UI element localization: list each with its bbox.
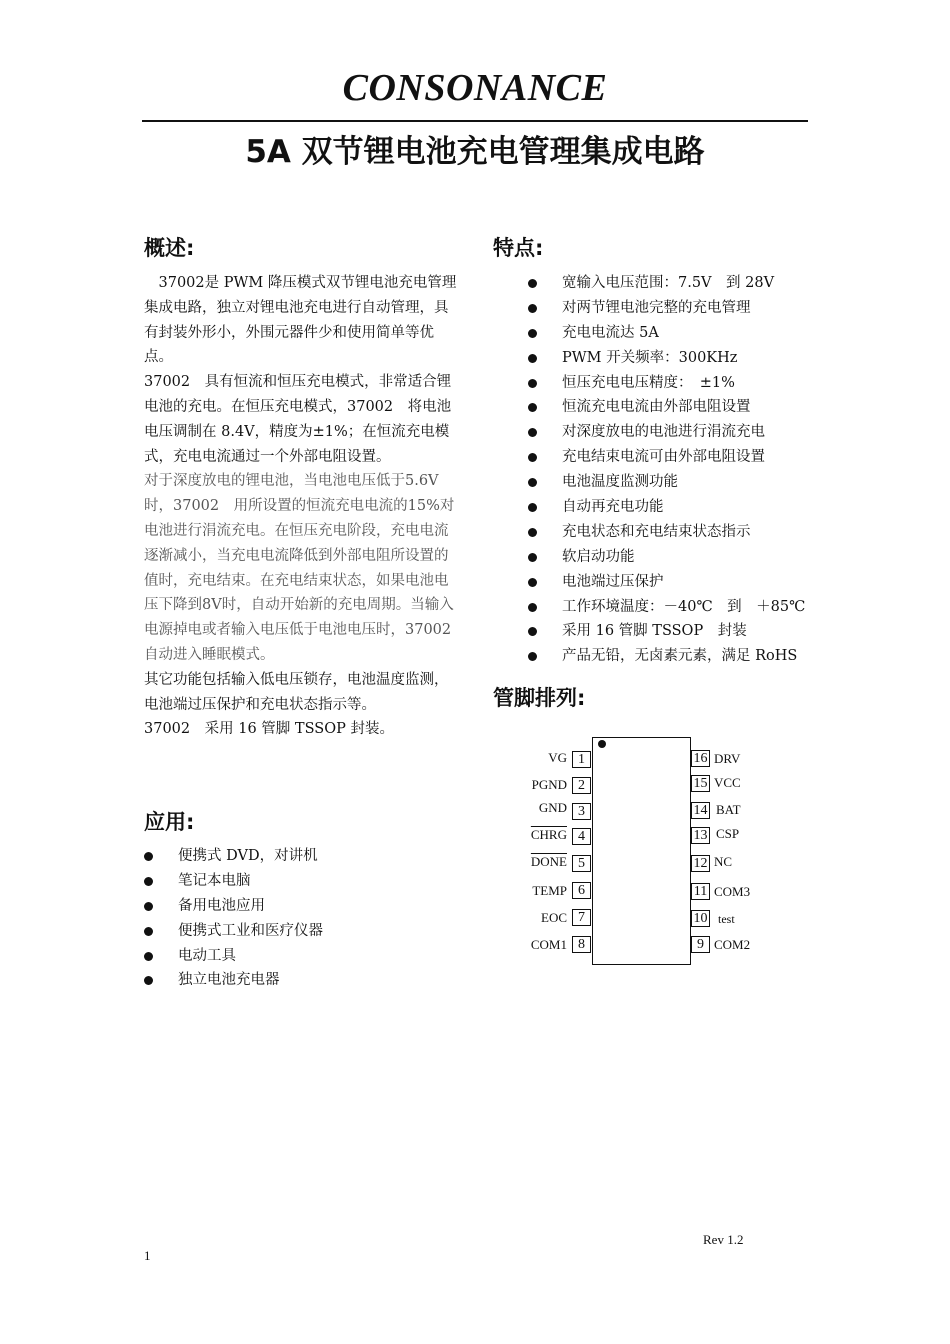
pin-name: VCC (714, 775, 741, 790)
bullet-icon (528, 603, 537, 612)
applications-heading: 应用: (144, 810, 195, 834)
pin-number: 6 (572, 882, 591, 899)
pin-number: 8 (572, 936, 591, 953)
list-item-text: 自动再充电功能 (562, 499, 664, 516)
page-number: 1 (144, 1248, 151, 1263)
bullet-icon (528, 578, 537, 587)
list-item-text: 恒流充电电流由外部电阻设置 (562, 399, 751, 416)
list-item (144, 869, 323, 894)
bullet-icon (144, 927, 153, 936)
list-item (528, 346, 805, 371)
list-item (528, 296, 805, 321)
list-item-text: 备用电池应用 (178, 897, 265, 914)
pin-number: 7 (572, 909, 591, 926)
overview-body (144, 271, 466, 742)
list-item-text: 软启动功能 (562, 548, 635, 565)
pin-name: NC (714, 854, 733, 869)
pin-name: CHRG (530, 827, 567, 842)
list-item (528, 395, 805, 420)
list-item-text: 笔记本电脑 (178, 872, 251, 889)
pin-number: 15 (691, 775, 710, 792)
bullet-icon (528, 652, 537, 661)
pin-name: GND (538, 800, 567, 815)
pin-number: 1 (572, 751, 591, 768)
list-item (528, 371, 805, 396)
features-heading: 特点: (493, 236, 544, 260)
bullet-icon (528, 528, 537, 537)
list-item-text: 充电电流达 5A (562, 324, 659, 341)
list-item (528, 445, 805, 470)
list-item (528, 619, 805, 644)
pin-number: 9 (691, 936, 710, 953)
bullet-icon (528, 478, 537, 487)
pin-number: 16 (691, 750, 710, 767)
features-list (528, 271, 805, 669)
list-item-text: 便携式工业和医疗仪器 (178, 922, 323, 939)
pin-name: BAT (716, 802, 741, 817)
applications-list (144, 844, 323, 993)
pin-name: COM3 (714, 884, 751, 899)
list-item (144, 968, 323, 993)
list-item (144, 944, 323, 969)
bullet-icon (528, 503, 537, 512)
bullet-icon (528, 379, 537, 388)
bullet-icon (528, 453, 537, 462)
list-item (528, 321, 805, 346)
ic-package-outline (592, 737, 691, 965)
pin-name: PGND (531, 777, 567, 792)
list-item (528, 495, 805, 520)
bullet-icon (144, 852, 153, 861)
list-item-text: 对两节锂电池完整的充电管理 (562, 299, 751, 316)
bullet-icon (528, 354, 537, 363)
pin-number: 11 (691, 883, 710, 900)
list-item-text: 电动工具 (178, 947, 236, 964)
list-item-text: 充电状态和充电结束状态指示 (562, 523, 751, 540)
list-item (528, 271, 805, 296)
pin-number: 3 (572, 803, 591, 820)
list-item-text: 恒压充电电压精度： ±1% (562, 374, 735, 391)
list-item-text: 便携式 DVD，对讲机 (178, 848, 318, 864)
list-item-text: 充电结束电流可由外部电阻设置 (562, 449, 765, 466)
pin-name: test (718, 912, 735, 926)
list-item (528, 545, 805, 570)
overview-heading: 概述: (144, 236, 195, 260)
bullet-icon (528, 627, 537, 636)
list-item (144, 844, 323, 869)
list-item-text: 宽输入电压范围：7.5V 到 28V (562, 275, 775, 291)
list-item (528, 644, 805, 669)
pin-number: 2 (572, 777, 591, 794)
bullet-icon (144, 952, 153, 961)
list-item (528, 520, 805, 545)
bullet-icon (528, 304, 537, 313)
list-item-text: 电池端过压保护 (562, 573, 664, 590)
list-item (144, 894, 323, 919)
bullet-icon (144, 877, 153, 886)
revision-label: Rev 1.2 (703, 1232, 744, 1247)
overview-paragraph: 37002 采用 16 管脚 TSSOP 封装。 (144, 721, 394, 738)
pin-name: CSP (716, 826, 740, 841)
list-item-text: 产品无铅，无卤素元素，满足 RoHS (562, 648, 798, 665)
bullet-icon (528, 403, 537, 412)
list-item (144, 919, 323, 944)
list-item-text: 对深度放电的电池进行涓流充电 (562, 424, 765, 441)
bullet-icon (144, 976, 153, 985)
list-item-text: 采用 16 管脚 TSSOP 封装 (562, 623, 747, 640)
pinout-heading: 管脚排列: (493, 686, 586, 710)
pin-name: DONE (530, 854, 567, 869)
pin-number: 14 (691, 802, 710, 819)
pin-name: COM2 (714, 937, 751, 952)
pin-name: TEMP (532, 883, 567, 898)
pin-number: 12 (691, 855, 710, 872)
bullet-icon (528, 428, 537, 437)
pin1-marker-icon (598, 740, 606, 748)
overview-paragraph: 37002 具有恒流和恒压充电模式，非常适合锂电池的充电。在恒压充电模式，37002 将电池电压调制在 8.4V，精度为±1%；在恒流充电模式，充电电流通过一个外部电阻设置。 (144, 374, 452, 465)
pin-number: 5 (572, 855, 591, 872)
list-item (528, 570, 805, 595)
pin-name: EOC (541, 910, 567, 925)
bullet-icon (528, 329, 537, 338)
list-item-text: 工作环境温度：－40℃ 到 ＋85℃ (562, 598, 806, 615)
brand-logo-text: CONSONANCE (342, 67, 608, 109)
list-item-text: 电池温度监测功能 (562, 474, 678, 491)
pin-name: COM1 (530, 937, 567, 952)
list-item (528, 470, 805, 495)
pin-number: 4 (572, 828, 591, 845)
list-item-text: 独立电池充电器 (178, 972, 280, 989)
list-item (528, 595, 805, 620)
bullet-icon (144, 902, 153, 911)
pin-name: VG (548, 750, 567, 765)
pin-number: 13 (691, 827, 710, 844)
overview-paragraph: 37002是 PWM 降压模式双节锂电池充电管理集成电路，独立对锂电池充电进行自动管理，具有封装外形小，外围元器件少和使用简单等优点。 (144, 275, 457, 366)
list-item (528, 420, 805, 445)
header-rule (142, 120, 808, 122)
document-title: 5A 双节锂电池充电管理集成电路 (245, 134, 705, 170)
bullet-icon (528, 553, 537, 562)
list-item-text: PWM 开关频率：300KHz (562, 349, 738, 366)
overview-paragraph: 对于深度放电的锂电池，当电池电压低于5.6V时，37002 用所设置的恒流充电电流的15%对电池进行涓流充电。在恒压充电阶段，充电电流逐渐减小，当充电电流降低到外部电阻所设置的值时，充电结束。在充电结束状态，如果电池电压下降到8V时，自动开始新的充电周期。当输入电源掉电或者输入电压低于电池电压时，37002 自动进入睡眠模式。 (144, 473, 466, 663)
pin-number: 10 (691, 910, 710, 927)
overview-paragraph: 其它功能包括输入低电压锁存，电池温度监测，电池端过压保护和充电状态指示等。 (144, 671, 449, 713)
pin-name: DRV (714, 751, 741, 766)
bullet-icon (528, 279, 537, 288)
